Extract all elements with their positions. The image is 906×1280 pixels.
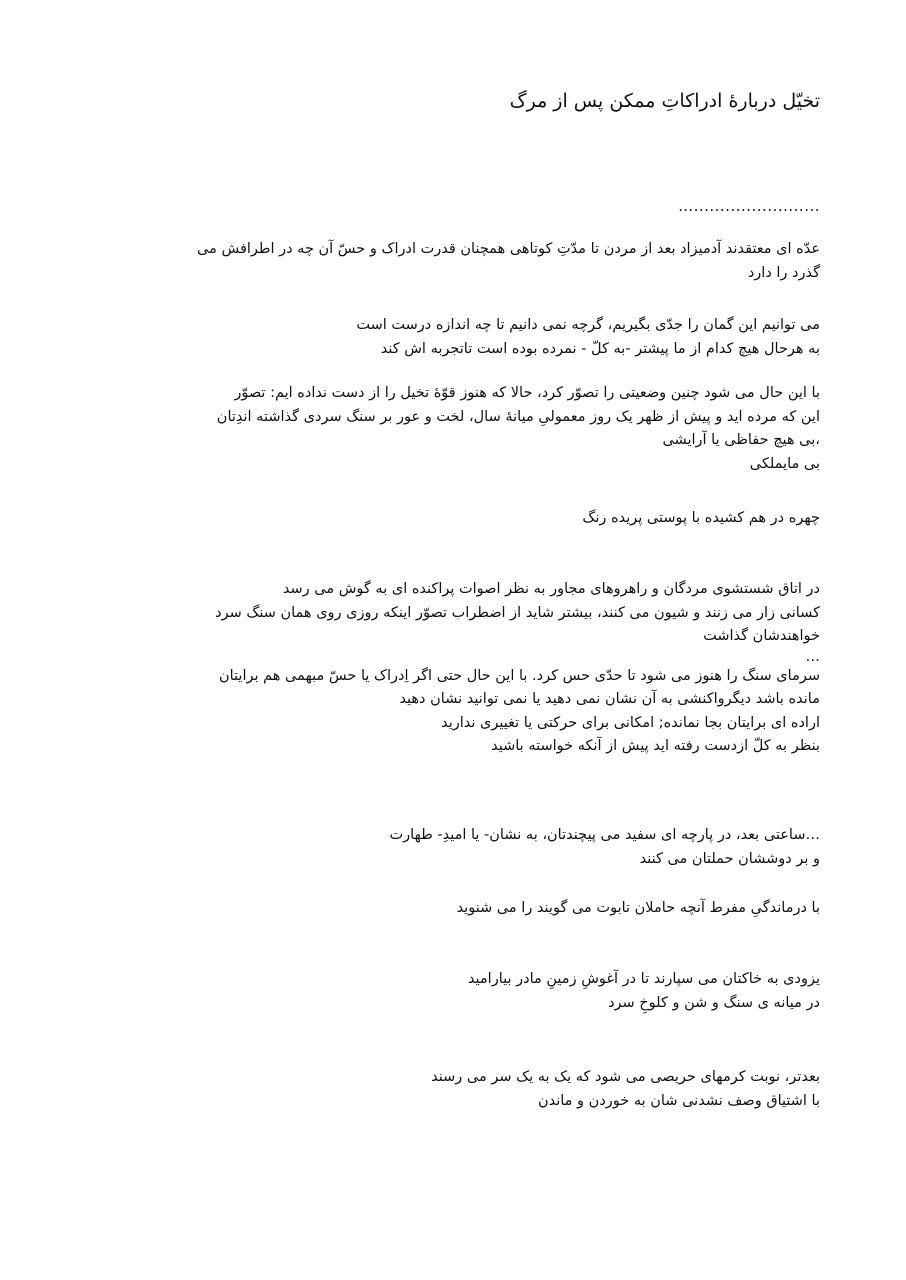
paragraph-6 [96,824,820,871]
text-line: می توانیم این گمان را جدّی بگیریم، گرچه نمی دانیم تا چه اندازه درست است [356,317,820,333]
paragraph-4 [96,507,820,531]
text-line: با این حال می شود چنین وضعیتی را تصوّر کرد، حالا که هنوز قوّهٔ تخیل را از دست نداده ایم: تصوّر [234,385,820,401]
text-line: در میانه ی سنگ و شن و کلوخِ سرد [608,994,820,1011]
text-line: کسانی زار می زنند و شیون می کنند، بیشتر شاید از اضطراب تصوّر اینکه روزی روی همان سنگ سرد [215,604,820,621]
document-title: تخیّل دربارهٔ ادراکاتِ ممکن پس از مرگ [509,90,820,112]
paragraph-2 [96,314,820,361]
document-page [96,0,820,1280]
text-line: به هرحال هیچ کدام از ما پیشتر -به کلّ - نمرده بوده است تاتجربه اش کند [380,340,820,357]
paragraph-9 [96,1066,820,1113]
paragraph-1 [96,238,820,285]
text-line: گذرد را دارد [747,264,820,281]
text-line: اراده ای برایتان بجا نمانده; امکانی برای حرکتی یا تغییری ندارید [441,714,820,731]
text-line: و بر دوششان حملتان می کنند [639,850,820,867]
text-line: یزودی به خاکتان می سپارند تا در آغوشِ زمینِ مادر بیارامید [467,971,820,987]
paragraph-5 [96,578,820,759]
text-line: خواهندشان گذاشت [703,628,820,644]
text-line: در اتاق شستشوی مردگان و راهروهای مجاور به نظر اصوات پراکنده ای به گوش می رسد [282,581,820,597]
text-line: چهره در هم کشیده با پوستی پریده رنگ [582,510,820,526]
paragraph-7 [96,897,820,921]
text-line: …ساعتی بعد، در پارچه ای سفید می پیچندتان، به نشان- یا امیدِ- طهارت [389,827,820,843]
text-line: بی مایملکی [749,455,820,472]
text-line: سرمای سنگ را هنوز می شود تا حدّی حس کرد. با این حال حتی اگر اِدراک یا حسّ مبهمی هم برایتان [218,667,820,684]
text-line: مانده باشد دیگرواکنشی به آن نشان نمی دهید یا نمی توانید نشان دهید [399,691,820,707]
text-line: بنظر به کلّ ازدست رفته اید پیش از آنکه خواسته باشید [491,738,820,754]
text-line: با اشتیاق وصف نشدنی شان به خوردن و ماندن [537,1092,820,1109]
text-line: بعدتر، نوبت کرمهای حریصی می شود که یک به یک سر می رسند [431,1069,820,1085]
text-line: با درماندگیِ مفرط آنچه حاملان تابوت می گویند را می شنوید [456,900,820,916]
text-line: ،بی هیچ حفاظی یا آرایشی [662,432,820,448]
separator-dots: …........................ [678,197,820,215]
text-line: عدّه ای معتقدند آدمیزاد بعد از مردن تا مدّتِ کوتاهی همچنان قدرت ادراک و حسّ آن چه در اطرافش می [197,241,820,257]
text-line: … [805,648,820,665]
text-line: این که مرده اید و پیش از ظهر یک روز معمولیِ میانهٔ سال، لخت و عور بر سنگ سردی گذاشته اندِتان [216,408,820,425]
paragraph-8 [96,968,820,1015]
paragraph-3 [96,382,820,476]
